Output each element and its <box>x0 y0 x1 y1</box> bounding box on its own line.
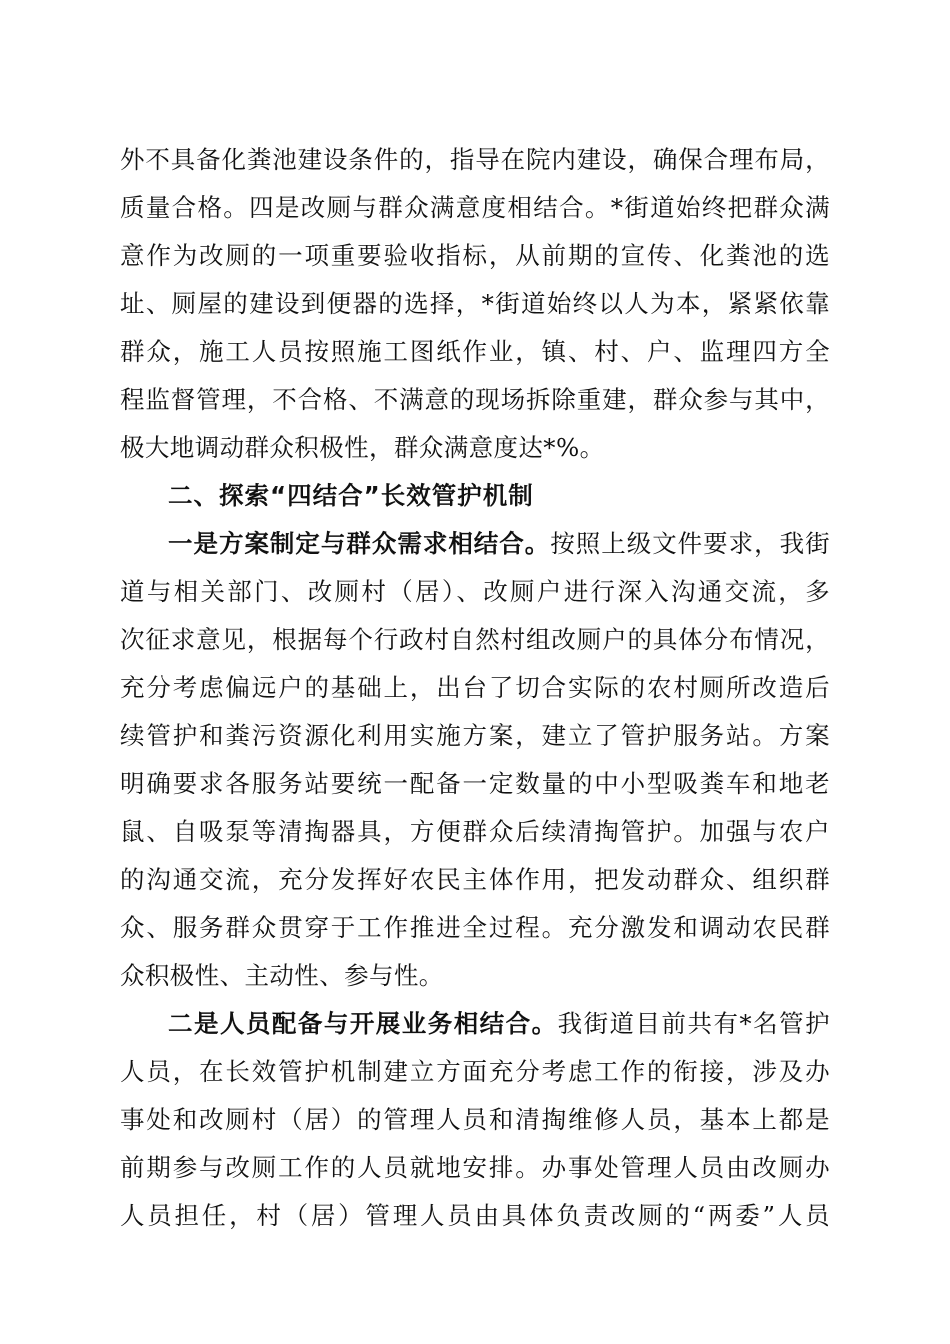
paragraph-line: 极大地调动群众积极性，群众满意度达*%。 <box>120 433 605 462</box>
paragraph-line: 人员担任，村（居）管理人员由具体负责改厕的“两委”人员 <box>120 1201 830 1230</box>
paragraph-line: 道与相关部门、改厕村（居）、改厕户进行深入沟通交流，多 <box>120 577 830 606</box>
paragraph-line: 人员，在长效管护机制建立方面充分考虑工作的衔接，涉及办 <box>120 1057 830 1086</box>
paragraph-line: 质量合格。四是改厕与群众满意度相结合。*街道始终把群众满 <box>120 193 830 222</box>
paragraph-text: 按照上级文件要求，我街 <box>550 529 830 558</box>
paragraph-lead: 一是方案制定与群众需求相结合。 <box>168 529 551 558</box>
paragraph-line: 程监督管理，不合格、不满意的现场拆除重建，群众参与其中， <box>120 385 830 414</box>
paragraph-line: 意作为改厕的一项重要验收指标，从前期的宣传、化粪池的选 <box>120 241 830 270</box>
paragraph-line: 明确要求各服务站要统一配备一定数量的中小型吸粪车和地老 <box>120 769 830 798</box>
paragraph-line: 址、厕屋的建设到便器的选择，*街道始终以人为本，紧紧依靠 <box>120 289 830 318</box>
paragraph-line: 群众，施工人员按照施工图纸作业，镇、村、户、监理四方全 <box>120 337 830 366</box>
paragraph-text: 我街道目前共有*名管护 <box>557 1009 830 1038</box>
paragraph-line: 外不具备化粪池建设条件的，指导在院内建设，确保合理布局， <box>120 145 830 174</box>
paragraph-line: 事处和改厕村（居）的管理人员和清掏维修人员，基本上都是 <box>120 1105 830 1134</box>
section-heading: 二、探索“四结合”长效管护机制 <box>168 481 534 510</box>
paragraph-lead: 二是人员配备与开展业务相结合。 <box>168 1009 558 1038</box>
paragraph-first-line <box>168 524 830 564</box>
paragraph-line: 前期参与改厕工作的人员就地安排。办事处管理人员由改厕办 <box>120 1153 830 1182</box>
paragraph-line: 众积极性、主动性、参与性。 <box>120 961 444 990</box>
paragraph-first-line <box>168 1004 830 1044</box>
paragraph-line: 充分考虑偏远户的基础上，出台了切合实际的农村厕所改造后 <box>120 673 830 702</box>
paragraph-line: 次征求意见，根据每个行政村自然村组改厕户的具体分布情况， <box>120 625 830 654</box>
paragraph-line: 众、服务群众贯穿于工作推进全过程。充分激发和调动农民群 <box>120 913 830 942</box>
paragraph-line: 鼠、自吸泵等清掏器具，方便群众后续清掏管护。加强与农户 <box>120 817 830 846</box>
paragraph-line: 续管护和粪污资源化利用实施方案，建立了管护服务站。方案 <box>120 721 830 750</box>
paragraph-line: 的沟通交流，充分发挥好农民主体作用，把发动群众、组织群 <box>120 865 830 894</box>
